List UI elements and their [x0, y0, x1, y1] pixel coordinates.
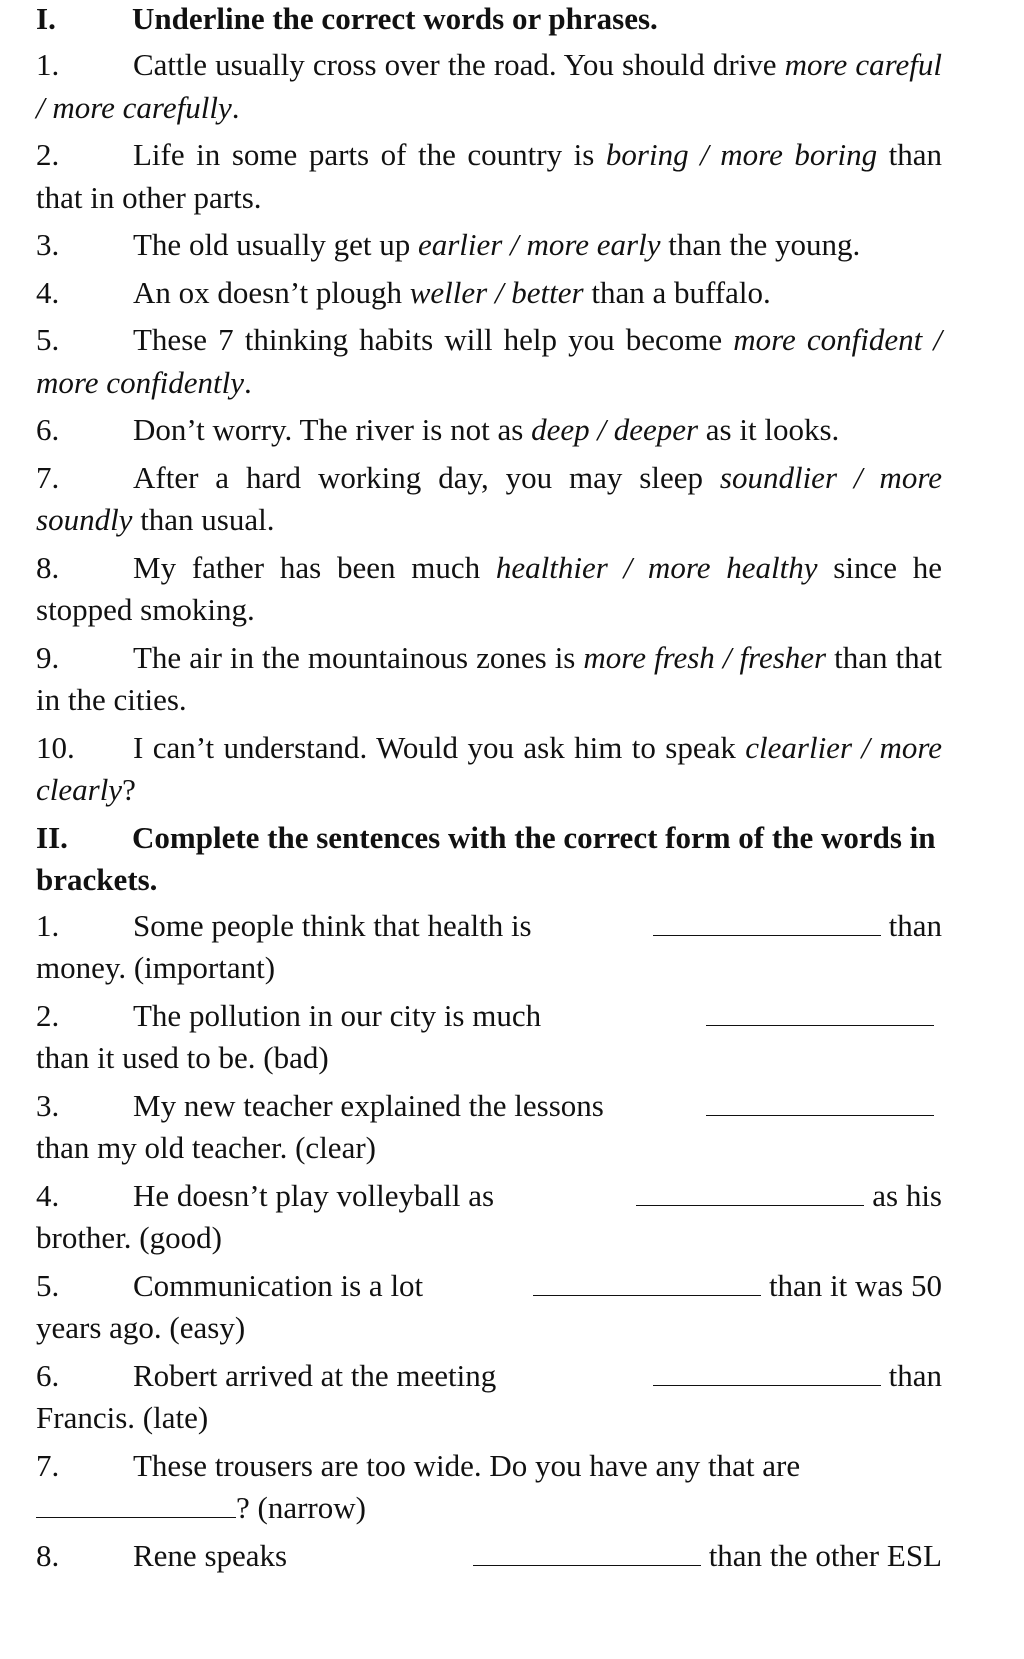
- section-2-questions: [36, 905, 942, 1578]
- question-text: After a hard working day, you may sleep: [133, 459, 720, 495]
- fill-item: [36, 1175, 942, 1260]
- fill-left: [36, 1085, 604, 1128]
- section-2-number: II.: [36, 819, 68, 855]
- question-text-after: than: [888, 1357, 942, 1393]
- question-item: [36, 134, 942, 219]
- fill-item: [36, 1085, 942, 1170]
- fill-item: [36, 1355, 942, 1440]
- question-item: [36, 637, 942, 722]
- answer-blank[interactable]: [653, 907, 881, 936]
- question-text: The pollution in our city is much: [133, 997, 542, 1033]
- section-1-number: I.: [36, 1, 56, 36]
- question-text: Don’t worry. The river is not as: [133, 412, 532, 447]
- fill-right: [698, 997, 942, 1026]
- question-item: [36, 727, 942, 812]
- answer-options[interactable]: deep / deeper: [531, 412, 699, 447]
- question-text: The old usually get up: [133, 227, 418, 262]
- question-number: 1.: [36, 47, 60, 82]
- question-text: I can’t understand. Would you ask him to speak: [133, 729, 746, 765]
- question-text: Rene speaks: [133, 1537, 288, 1573]
- question-number: 5.: [36, 322, 60, 357]
- question-text-end: ?: [122, 772, 136, 807]
- section-1-questions: [36, 44, 942, 812]
- section-1-title: Underline the correct words or phrases.: [132, 1, 658, 36]
- fill-left: [36, 1175, 494, 1218]
- answer-options[interactable]: more fresh / fresher: [583, 639, 827, 675]
- question-text-after: than the other ESL: [708, 1537, 942, 1573]
- question-number: 3.: [36, 1087, 60, 1123]
- question-text: These 7 thinking habits will help you become: [133, 322, 734, 357]
- question-item: [36, 44, 942, 129]
- fill-left: [36, 995, 541, 1038]
- question-number: 10.: [36, 729, 75, 765]
- question-number: 1.: [36, 907, 60, 943]
- answer-options[interactable]: clearlier / more clearly: [36, 729, 943, 807]
- fill-line-1: [36, 1175, 942, 1218]
- question-number: 2.: [36, 997, 60, 1033]
- question-number: 9.: [36, 639, 60, 675]
- question-text: My father has been much: [133, 549, 496, 585]
- question-text-end: than that in the cities.: [36, 639, 943, 717]
- fill-line-2: brother. (good): [36, 1220, 222, 1255]
- question-text-end: than a buffalo.: [583, 274, 771, 310]
- question-number: 5.: [36, 1267, 60, 1303]
- fill-line-2: than it used to be. (bad): [36, 1040, 329, 1075]
- fill-left: [36, 1535, 287, 1578]
- answer-blank[interactable]: [636, 1177, 864, 1206]
- question-item: [36, 409, 942, 452]
- fill-item: [36, 1535, 942, 1578]
- fill-left: [36, 905, 532, 948]
- answer-options[interactable]: healthier / more healthy: [495, 549, 818, 585]
- answer-blank[interactable]: [706, 997, 934, 1026]
- question-number: 4.: [36, 274, 60, 310]
- fill-left: [36, 1265, 423, 1308]
- answer-blank[interactable]: [706, 1087, 934, 1116]
- question-item: [36, 319, 942, 404]
- section-2-heading: [36, 817, 942, 901]
- fill-line-2: years ago. (easy): [36, 1310, 246, 1345]
- question-text-after: than: [888, 907, 942, 943]
- question-item: [36, 272, 942, 315]
- question-text-end: .: [231, 89, 240, 125]
- fill-line-1: [36, 1085, 942, 1128]
- answer-blank[interactable]: [36, 1489, 236, 1518]
- section-1-heading: [36, 0, 942, 40]
- question-item: [36, 457, 942, 542]
- fill-line-1: [36, 905, 942, 948]
- question-item: [36, 224, 942, 267]
- question-text-end: since he stopped smoking.: [36, 549, 942, 627]
- question-number: 6.: [36, 1357, 60, 1393]
- question-text-end: .: [244, 364, 252, 400]
- question-number: 8.: [36, 549, 60, 585]
- fill-line-1: [36, 995, 942, 1038]
- fill-left: [36, 1355, 496, 1398]
- question-number: 6.: [36, 412, 60, 447]
- fill-line-1: [36, 1445, 942, 1488]
- worksheet-page: [36, 0, 942, 1582]
- fill-item: [36, 1445, 942, 1530]
- question-text: Robert arrived at the meeting: [133, 1357, 497, 1393]
- question-text-end: than that in other parts.: [36, 137, 942, 215]
- question-number: 8.: [36, 1537, 60, 1573]
- fill-item: [36, 905, 942, 990]
- fill-line-1: [36, 1265, 942, 1308]
- fill-line-2: than my old teacher. (clear): [36, 1130, 376, 1165]
- question-text: Communication is a lot: [133, 1267, 424, 1303]
- question-number: 7.: [36, 459, 60, 495]
- answer-options[interactable]: soundlier / more soundly: [36, 459, 942, 537]
- question-text: My new teacher explained the lessons: [133, 1087, 604, 1123]
- fill-item: [36, 1265, 942, 1350]
- question-number: 3.: [36, 227, 60, 262]
- section-2-title: Complete the sentences with the correct form of the words in brackets.: [36, 819, 936, 897]
- answer-blank[interactable]: [533, 1267, 761, 1296]
- answer-options[interactable]: more careful / more carefully: [36, 47, 942, 125]
- question-text-after: as his: [872, 1177, 942, 1213]
- answer-options[interactable]: weller / better: [409, 274, 584, 310]
- question-number: 7.: [36, 1447, 60, 1483]
- answer-options[interactable]: more confident / more confidently: [36, 322, 942, 400]
- question-text: An ox doesn’t plough: [133, 274, 410, 310]
- question-text-end: as it looks.: [698, 412, 840, 447]
- fill-right: [645, 905, 942, 948]
- question-text: Life in some parts of the country is: [133, 137, 606, 172]
- answer-blank[interactable]: [653, 1357, 881, 1386]
- fill-line-1: [36, 1355, 942, 1398]
- question-text: He doesn’t play volleyball as: [133, 1177, 495, 1213]
- answer-options[interactable]: boring / more boring: [605, 137, 878, 172]
- answer-options[interactable]: earlier / more early: [417, 227, 661, 262]
- question-text-end: ? (narrow): [236, 1490, 366, 1525]
- fill-line-2: money. (important): [36, 950, 276, 985]
- fill-right: [698, 1087, 942, 1116]
- question-text-after: than it was 50: [768, 1267, 942, 1303]
- fill-right: [525, 1265, 942, 1308]
- question-item: [36, 547, 942, 632]
- question-text: Some people think that health is: [133, 907, 532, 943]
- fill-item: [36, 995, 942, 1080]
- fill-line-2: Francis. (late): [36, 1400, 209, 1435]
- question-text-end: than the young.: [660, 227, 861, 262]
- question-number: 2.: [36, 137, 60, 172]
- question-text: These trousers are too wide. Do you have any that are: [133, 1447, 801, 1483]
- question-text-end: than usual.: [132, 502, 275, 537]
- question-number: 4.: [36, 1177, 60, 1213]
- fill-line-2: [36, 1487, 942, 1530]
- answer-blank[interactable]: [473, 1537, 701, 1566]
- question-text: Cattle usually cross over the road. You should drive: [133, 47, 785, 82]
- fill-right: [465, 1535, 942, 1578]
- fill-right: [628, 1175, 942, 1218]
- question-text: The air in the mountainous zones is: [133, 639, 584, 675]
- fill-line-1: [36, 1535, 942, 1578]
- fill-right: [645, 1355, 942, 1398]
